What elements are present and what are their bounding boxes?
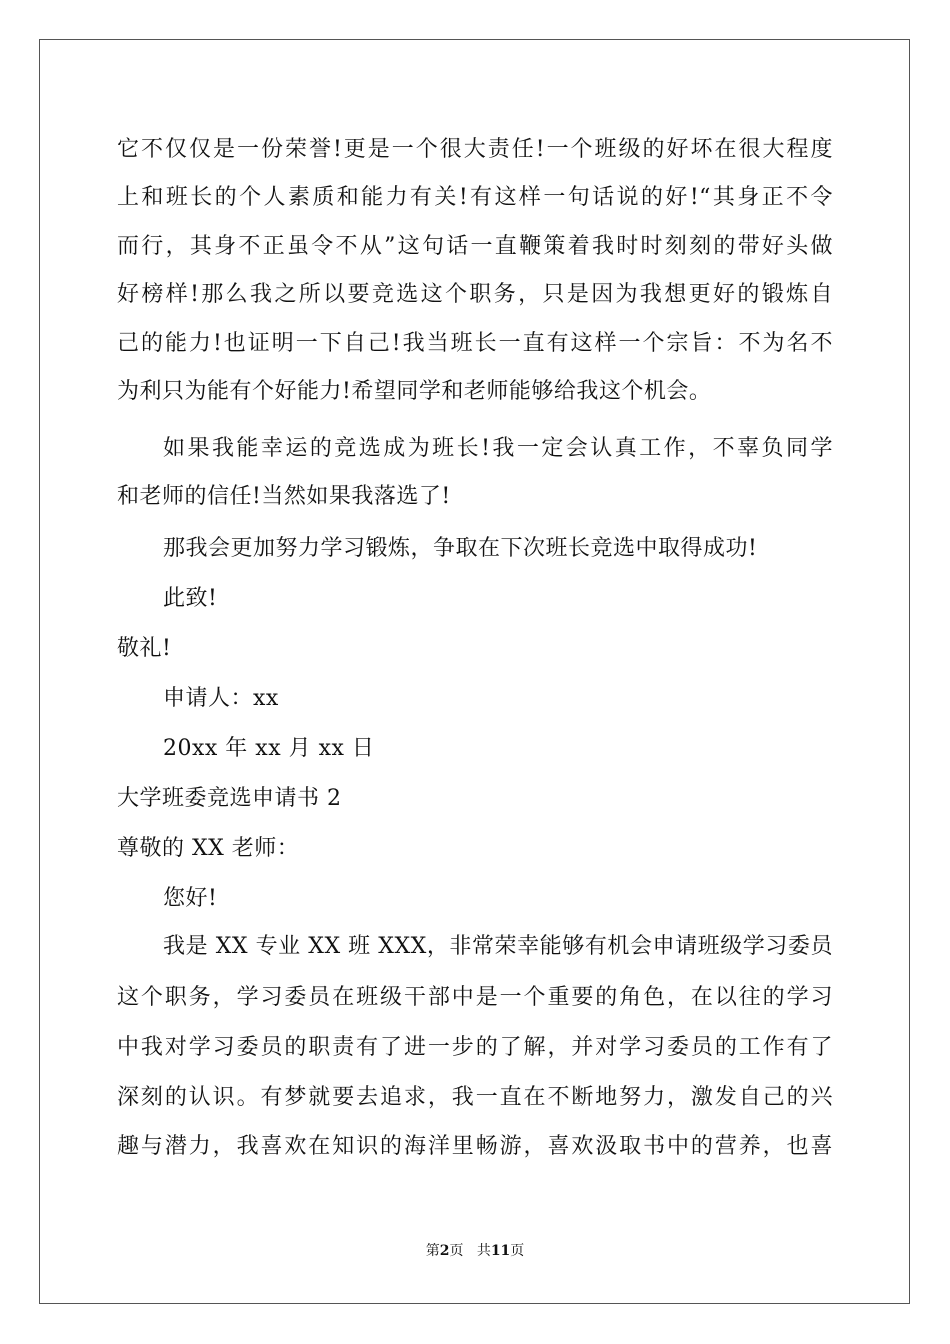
text-line: 为利只为能有个好能力!希望同学和老师能够给我这个机会。 [117,379,712,404]
applicant-name: 申请人：xx [163,686,279,711]
text-line: 这个职务，学习委员在班级干部中是一个重要的角色，在以往的学习 [117,985,833,1010]
text-line: 和老师的信任!当然如果我落选了! [117,484,451,509]
text-line: 深刻的认识。有梦就要去追求，我一直在不断地努力，激发自己的兴 [117,1085,833,1110]
total-page-count: 11 [490,1243,511,1259]
greeting-line: 尊敬的 XX 老师： [117,836,300,861]
text-line: 而行，其身不正虽令不从”这句话一直鞭策着我时时刻刻的带好头做 [117,234,833,259]
text-line: 它不仅仅是一份荣誉!更是一个很大责任!一个班级的好坏在很大程度 [117,137,833,162]
page-footer [0,1242,950,1260]
text-line: 趣与潜力，我喜欢在知识的海洋里畅游，喜欢汲取书中的营养，也喜 [117,1134,833,1159]
text-line: 中我对学习委员的职责有了进一步的了解，并对学习委员的工作有了 [117,1035,833,1060]
footer-total-suffix: 页 [510,1243,525,1259]
text-line: 好榜样!那么我之所以要竞选这个职务，只是因为我想更好的锻炼自 [117,282,833,307]
text-line: 上和班长的个人素质和能力有关!有这样一句话说的好!“其身正不令 [117,185,833,210]
text-line: 己的能力!也证明一下自己!我当班长一直有这样一个宗旨：不为名不 [117,331,833,356]
closing-salutation: 此致! [163,586,218,611]
footer-prefix: 第 [425,1243,440,1259]
footer-page-suffix: 页 [449,1243,464,1259]
closing-regards: 敬礼! [117,636,172,661]
greeting-hello: 您好! [163,886,218,911]
text-line: 那我会更加努力学习锻炼，争取在下次班长竞选中取得成功! [163,536,758,561]
date-line: 20xx 年 xx 月 xx 日 [163,736,375,761]
footer-total-prefix: 共 [476,1243,491,1259]
text-line: 我是 XX 专业 XX 班 XXX，非常荣幸能够有机会申请班级学习委员 [163,934,833,959]
current-page-number: 2 [439,1243,450,1259]
section-title: 大学班委竞选申请书 2 [117,786,342,811]
text-line: 如果我能幸运的竞选成为班长!我一定会认真工作，不辜负同学 [163,436,833,461]
page-border [39,39,910,1304]
